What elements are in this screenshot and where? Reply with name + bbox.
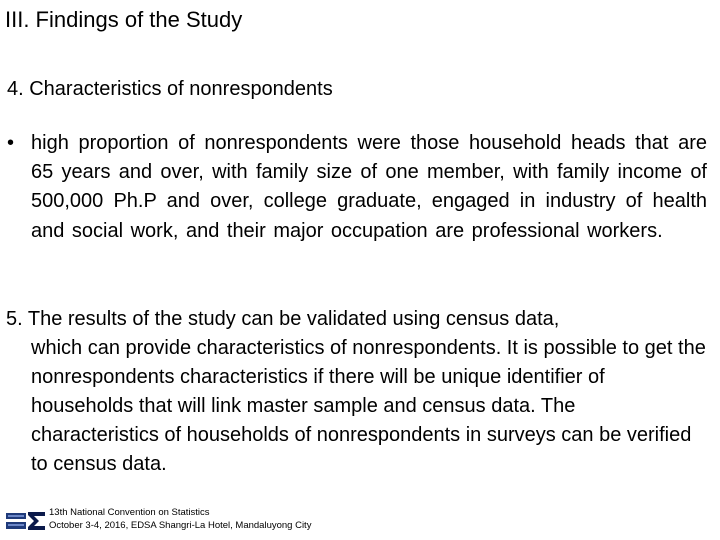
footer: [6, 505, 406, 535]
footer-line-2: October 3-4, 2016, EDSA Shangri-La Hotel, Mandaluyong City: [49, 520, 312, 531]
bullet-text: high proportion of nonrespondents were those household heads that are 65 years and over, with family size of one member, with family income of 500,000 Ph.P and over, college graduate, engaged in industry of health and social work, and their major occupation are professional workers.: [31, 132, 707, 242]
bullet-mark: •: [7, 132, 15, 154]
section-5-paragraph: [6, 305, 706, 479]
ncs-sigma-logo-icon: [6, 510, 46, 532]
footer-line-1: 13th National Convention on Statistics: [49, 507, 210, 518]
section-4-heading: 4. Characteristics of nonrespondents: [7, 78, 333, 100]
slide-title: III. Findings of the Study: [5, 7, 243, 32]
section-5-first-line: 5. The results of the study can be validated using census data,: [6, 308, 560, 330]
bullet-item: [7, 129, 707, 246]
footer-text: [49, 506, 311, 532]
section-5-body: which can provide characteristics of nonrespondents. It is possible to get the nonrespondents characteristics if there will be unique identifier of households that will link master sample and census data. The characteristics of households of nonrespondents in surveys can be verified to census data.: [31, 337, 706, 475]
